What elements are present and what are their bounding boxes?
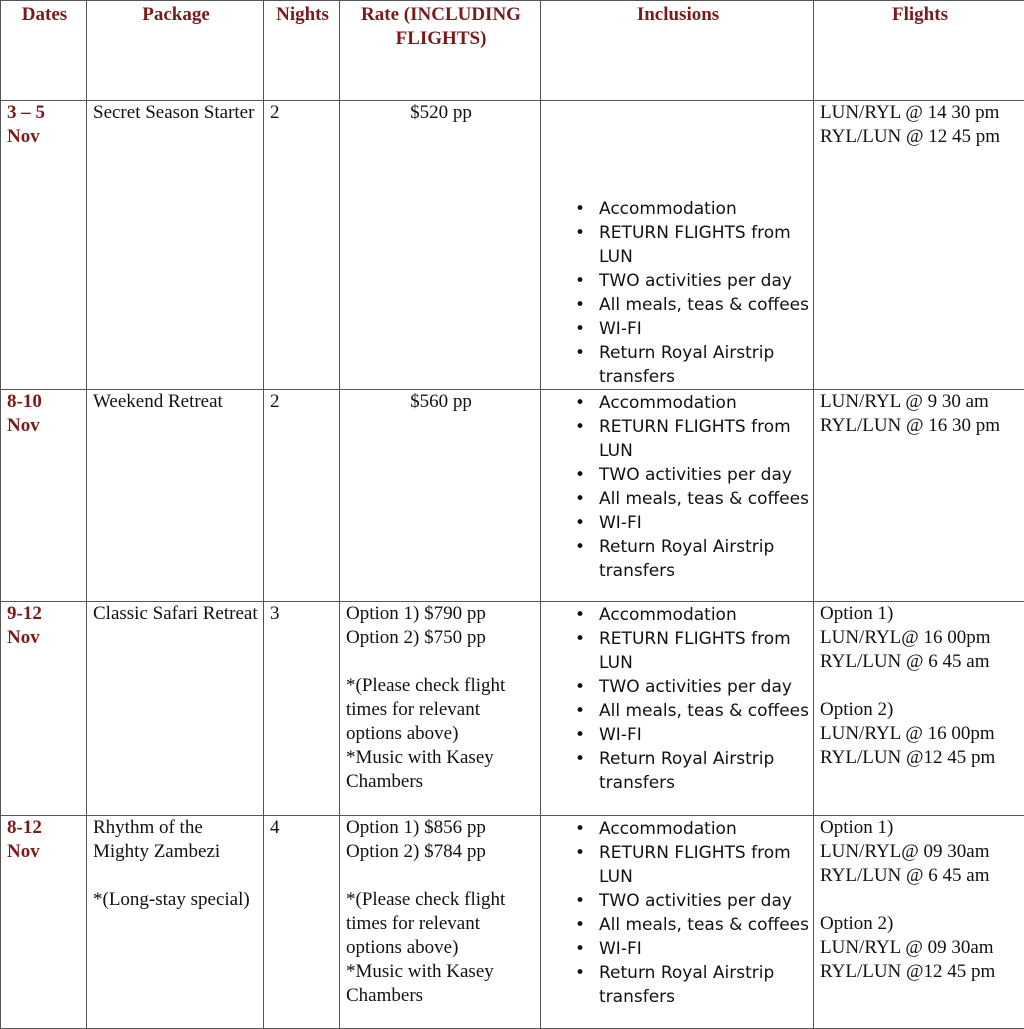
flight-return: RYL/LUN @12 45 pm: [820, 960, 1020, 984]
header-inclusions: Inclusions: [541, 1, 814, 101]
date-cell: [1, 101, 87, 390]
date-cell: [1, 602, 87, 816]
inclusions-list: [547, 391, 809, 583]
list-item: • WI-FI: [599, 511, 809, 535]
list-item: • RETURN FLIGHTS from LUN: [599, 841, 809, 889]
rate-cell: [340, 816, 541, 1029]
date-cell: [1, 816, 87, 1029]
flight-outbound: LUN/RYL@ 16 00pm: [820, 626, 1020, 650]
spacer: [820, 888, 1020, 912]
flights-cell: [814, 390, 1024, 602]
flight-option-label: Option 1): [820, 816, 1020, 840]
list-item: • TWO activities per day: [599, 463, 809, 487]
flight-option-label: Option 2): [820, 912, 1020, 936]
rate-cell: [340, 390, 541, 602]
list-item: • All meals, teas & coffees: [599, 487, 809, 511]
flights-cell: [814, 816, 1024, 1029]
date-month: Nov: [7, 414, 82, 438]
list-item: • All meals, teas & coffees: [599, 293, 809, 317]
package-cell: [87, 390, 264, 602]
nights-cell: [264, 602, 340, 816]
inclusions-cell: [541, 390, 814, 602]
date-range: 9-12: [7, 602, 82, 626]
list-item: • RETURN FLIGHTS from LUN: [599, 627, 809, 675]
flight-return: RYL/LUN @12 45 pm: [820, 746, 1020, 770]
inclusions-list: [547, 817, 809, 1009]
rate-option-1: Option 1) $856 pp: [346, 816, 536, 840]
list-item: • All meals, teas & coffees: [599, 913, 809, 937]
date-range: 3 – 5: [7, 101, 82, 125]
list-item: • RETURN FLIGHTS from LUN: [599, 415, 809, 463]
table-row: [1, 816, 1024, 1029]
package-name: Rhythm of the Mighty Zambezi: [93, 816, 259, 864]
spacer: [346, 864, 536, 888]
flight-outbound: LUN/RYL@ 09 30am: [820, 840, 1020, 864]
flight-option-label: Option 2): [820, 698, 1020, 722]
date-range: 8-10: [7, 390, 82, 414]
rate-note: *Music with Kasey Chambers: [346, 960, 536, 1008]
list-item: • TWO activities per day: [599, 889, 809, 913]
flight-return: RYL/LUN @ 6 45 am: [820, 650, 1020, 674]
header-rate: Rate (INCLUDING FLIGHTS): [340, 1, 541, 101]
list-item: • TWO activities per day: [599, 675, 809, 699]
rate-note: *Music with Kasey Chambers: [346, 746, 536, 794]
package-name: Classic Safari Retreat: [93, 602, 259, 626]
header-row: [1, 1, 1024, 101]
nights-cell: [264, 816, 340, 1029]
package-name: Secret Season Starter: [93, 101, 259, 125]
nights-cell: [264, 390, 340, 602]
header-package: Package: [87, 1, 264, 101]
date-month: Nov: [7, 626, 82, 650]
rate-note: *(Please check flight times for relevant options above): [346, 888, 536, 960]
rate-option-2: Option 2) $784 pp: [346, 840, 536, 864]
flight-outbound: LUN/RYL @ 09 30am: [820, 936, 1020, 960]
header-flights: Flights: [814, 1, 1024, 101]
flight-return: RYL/LUN @ 6 45 am: [820, 864, 1020, 888]
flights-cell: [814, 602, 1024, 816]
spacer: [346, 650, 536, 674]
inclusions-cell: [541, 602, 814, 816]
flights-cell: [814, 101, 1024, 390]
rate-note: *(Please check flight times for relevant options above): [346, 674, 536, 746]
flight-outbound: LUN/RYL @ 16 00pm: [820, 722, 1020, 746]
list-item: • WI-FI: [599, 317, 809, 341]
table-row: [1, 101, 1024, 390]
date-cell: [1, 390, 87, 602]
rate-option-1: Option 1) $790 pp: [346, 602, 536, 626]
flight-return: RYL/LUN @ 16 30 pm: [820, 414, 1020, 438]
list-item: • All meals, teas & coffees: [599, 699, 809, 723]
nights-value: 3: [270, 602, 335, 626]
inclusions-list: [547, 603, 809, 795]
nights-value: 2: [270, 101, 335, 125]
rate-cell: [340, 101, 541, 390]
flight-outbound: LUN/RYL @ 9 30 am: [820, 390, 1020, 414]
list-item: • RETURN FLIGHTS from LUN: [599, 221, 809, 269]
inclusions-cell: [541, 101, 814, 390]
header-dates: Dates: [1, 1, 87, 101]
list-item: • Accommodation: [599, 197, 809, 221]
rate-cell: [340, 602, 541, 816]
header-nights: Nights: [264, 1, 340, 101]
list-item: • Accommodation: [599, 603, 809, 627]
nights-value: 2: [270, 390, 335, 414]
package-name: Weekend Retreat: [93, 390, 259, 414]
list-item: • Return Royal Airstrip transfers: [599, 747, 809, 795]
flight-option-label: Option 1): [820, 602, 1020, 626]
package-cell: [87, 816, 264, 1029]
nights-value: 4: [270, 816, 335, 840]
package-cell: [87, 602, 264, 816]
date-month: Nov: [7, 840, 82, 864]
flight-outbound: LUN/RYL @ 14 30 pm: [820, 101, 1020, 125]
package-cell: [87, 101, 264, 390]
package-note: *(Long-stay special): [93, 888, 259, 912]
spacer: [93, 864, 259, 888]
list-item: • Return Royal Airstrip transfers: [599, 535, 809, 583]
date-range: 8-12: [7, 816, 82, 840]
flight-return: RYL/LUN @ 12 45 pm: [820, 125, 1020, 149]
date-month: Nov: [7, 125, 82, 149]
table-row: [1, 602, 1024, 816]
spacer: [820, 674, 1020, 698]
table-row: [1, 390, 1024, 602]
rate-option-2: Option 2) $750 pp: [346, 626, 536, 650]
rate-value: $560 pp: [346, 390, 536, 414]
inclusions-list: [547, 197, 809, 389]
list-item: • TWO activities per day: [599, 269, 809, 293]
inclusions-cell: [541, 816, 814, 1029]
list-item: • WI-FI: [599, 937, 809, 961]
list-item: • Accommodation: [599, 817, 809, 841]
list-item: • Return Royal Airstrip transfers: [599, 341, 809, 389]
rate-value: $520 pp: [346, 101, 536, 125]
list-item: • Accommodation: [599, 391, 809, 415]
nights-cell: [264, 101, 340, 390]
list-item: • WI-FI: [599, 723, 809, 747]
list-item: • Return Royal Airstrip transfers: [599, 961, 809, 1009]
